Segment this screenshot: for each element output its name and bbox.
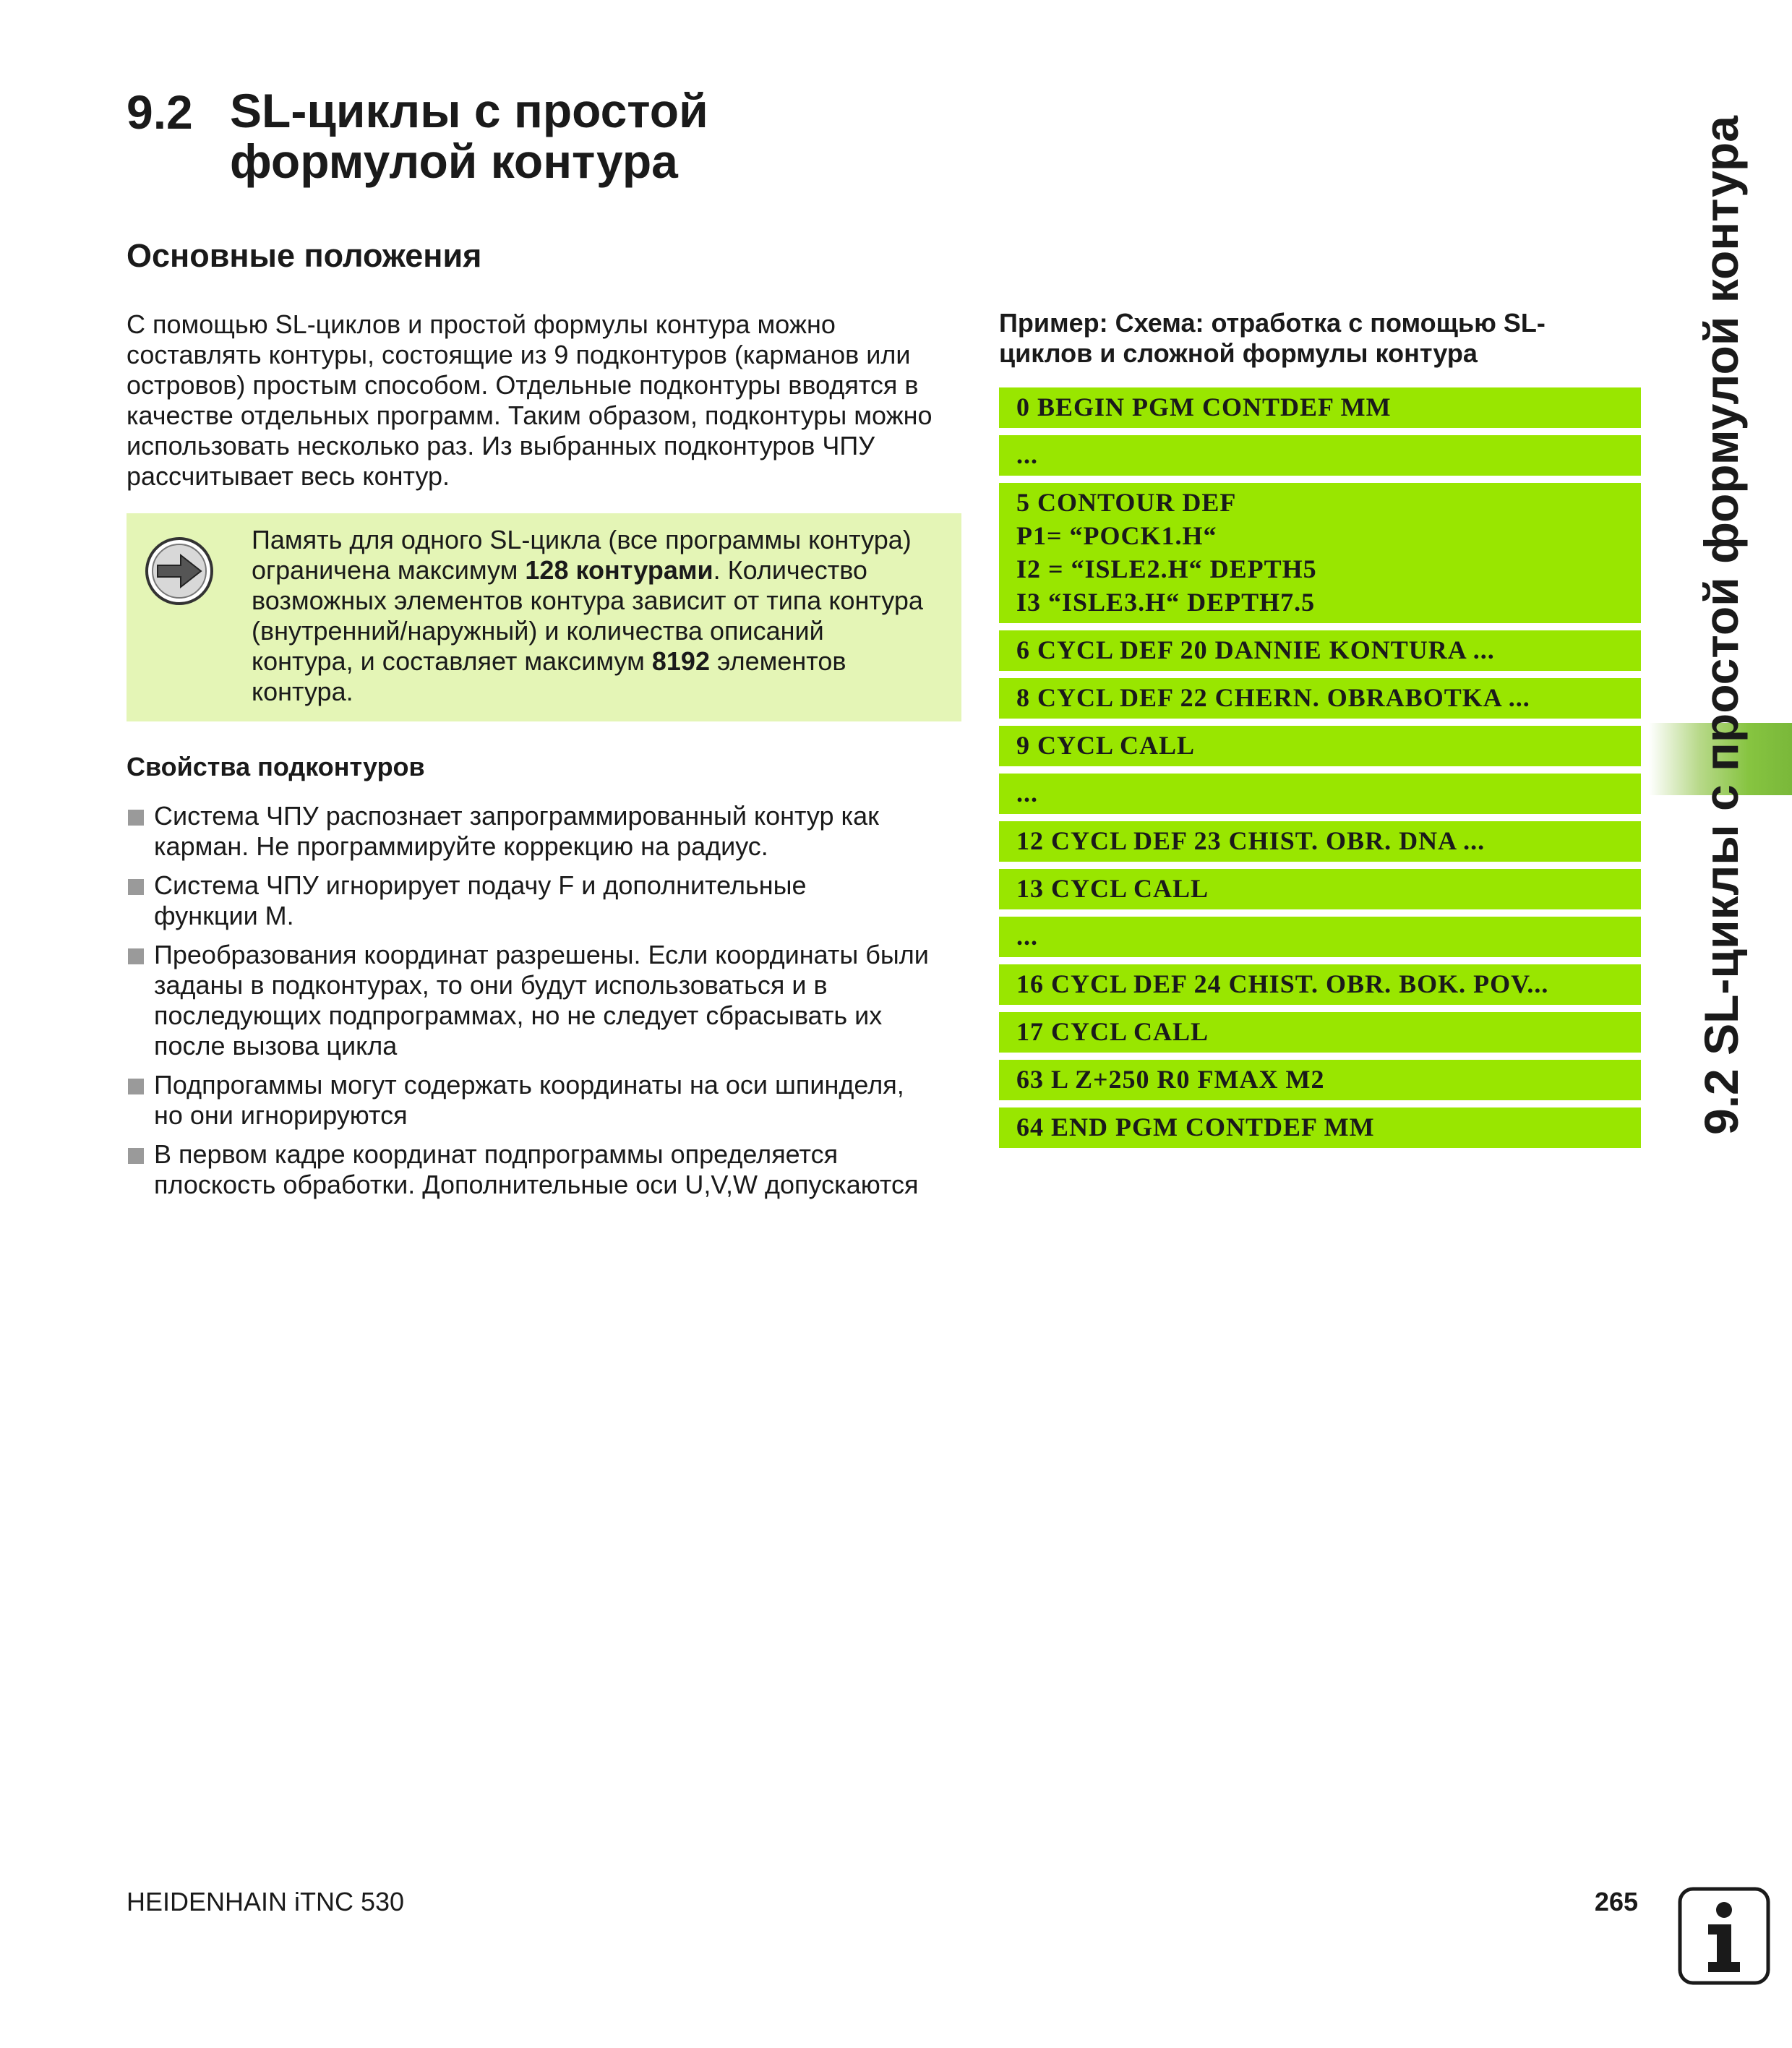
code-line: 64 END PGM CONTDEF MM [1016, 1113, 1375, 1141]
code-line: 0 BEGIN PGM CONTDEF MM [1016, 393, 1392, 421]
property-item [127, 870, 965, 931]
code-line: 8 CYCL DEF 22 CHERN. OBRABOTKA ... [1016, 683, 1530, 712]
bullet-square-icon [128, 1079, 144, 1094]
code-line: 12 CYCL DEF 23 CHIST. OBR. DNA ... [1016, 826, 1486, 855]
paragraph-line: С помощью SL-циклов и простой формулы контура можно [127, 309, 836, 339]
code-row [999, 821, 1641, 862]
code-line: P1= “POCK1.H“ [1016, 521, 1217, 550]
bullet-square-icon [128, 948, 144, 964]
code-line: 9 CYCL CALL [1016, 731, 1196, 760]
note-emphasis: 8192 [651, 646, 710, 676]
code-row [999, 1060, 1641, 1100]
code-line: 13 CYCL CALL [1016, 874, 1209, 903]
note-text-span: контура, и составляет максимум [252, 646, 652, 676]
property-line: Система ЧПУ распознает запрограммированный контур как [154, 801, 879, 831]
code-row [999, 726, 1641, 766]
code-row [999, 1107, 1641, 1148]
bullet-square-icon [128, 879, 144, 895]
note-line: (внутренний/наружный) и количества описаний [252, 616, 824, 646]
paragraph-line: рассчитывает весь контур. [127, 461, 450, 491]
code-line: ... [1016, 440, 1038, 469]
property-line: Система ЧПУ игнорирует подачу F и дополнительные [154, 870, 807, 900]
property-line: после вызова цикла [154, 1031, 398, 1061]
note-text-span: . Количество [713, 555, 867, 585]
code-line: I3 “ISLE3.H“ DEPTH7.5 [1016, 588, 1316, 617]
property-item [127, 940, 965, 1061]
code-line: 17 CYCL CALL [1016, 1017, 1209, 1046]
property-line: последующих подпрограммах, но не следует сбрасывать их [154, 1001, 883, 1030]
side-tab-title: 9.2 SL-циклы с простой формулой контура [1694, 116, 1748, 1135]
note-line [252, 646, 953, 677]
property-item [127, 801, 965, 862]
note-line: возможных элементов контура зависит от типа контура [252, 586, 923, 615]
bullet-square-icon [128, 1148, 144, 1164]
section-number: 9.2 [127, 85, 193, 139]
code-line: ... [1016, 779, 1038, 807]
code-line: I2 = “ISLE2.H“ DEPTH5 [1016, 554, 1317, 583]
paragraph-line: использовать несколько раз. Из выбранных подконтуров ЧПУ [127, 431, 875, 460]
property-line: функции M. [154, 901, 294, 930]
code-row [999, 964, 1641, 1005]
code-row [999, 387, 1641, 428]
page-number: 265 [1594, 1887, 1638, 1916]
code-row [999, 869, 1641, 909]
code-row [999, 774, 1641, 814]
note-line: контура. [252, 677, 353, 706]
intro-paragraph [127, 309, 965, 492]
code-line: 63 L Z+250 R0 FMAX M2 [1016, 1065, 1325, 1094]
code-line: 16 CYCL DEF 24 CHIST. OBR. BOK. POV... [1016, 969, 1549, 998]
example-title-line: Пример: Схема: отработка с помощью SL- [999, 308, 1546, 338]
property-line: Подпрогаммы могут содержать координаты на оси шпинделя, [154, 1070, 904, 1100]
example-title [999, 308, 1621, 369]
property-line: В первом кадре координат подпрограммы определяется [154, 1139, 839, 1169]
code-row [999, 630, 1641, 671]
note-text-span: элементов [709, 646, 846, 676]
paragraph-line: составлять контуры, состоящие из 9 подконтуров (карманов или [127, 340, 911, 369]
code-row [999, 483, 1641, 623]
footer-product: HEIDENHAIN iTNC 530 [127, 1887, 405, 1916]
property-line: но они игнорируются [154, 1100, 408, 1130]
arrow-right-icon [145, 536, 214, 606]
subsection-title: Основные положения [127, 237, 482, 274]
note-emphasis: 128 контурами [525, 555, 713, 585]
properties-title: Свойства подконтуров [127, 752, 425, 781]
properties-list [127, 801, 965, 1209]
note-line [252, 555, 953, 586]
code-line: 6 CYCL DEF 20 DANNIE KONTURA ... [1016, 635, 1495, 664]
bullet-square-icon [128, 810, 144, 826]
property-item [127, 1070, 965, 1131]
title-line-1: SL-циклы с простой [230, 84, 708, 137]
code-line: ... [1016, 922, 1038, 951]
info-icon [1678, 1887, 1770, 1985]
property-line: плоскость обработки. Дополнительные оси U,V,W допускаются [154, 1170, 919, 1199]
note-line: Память для одного SL-цикла (все программы контура) [252, 525, 912, 554]
note-text-span: ограничена максимум [252, 555, 526, 585]
property-line: карман. Не программируйте коррекцию на радиус. [154, 831, 768, 861]
property-item [127, 1139, 965, 1200]
example-title-line: циклов и сложной формулы контура [999, 338, 1478, 368]
code-row [999, 435, 1641, 476]
title-line-2: формулой контура [230, 134, 678, 188]
note-text [252, 525, 953, 707]
code-row [999, 678, 1641, 719]
code-row [999, 1012, 1641, 1053]
paragraph-line: островов) простым способом. Отдельные подконтуры вводятся в [127, 370, 919, 400]
paragraph-line: качестве отдельных программ. Таким образом, подконтуры можно [127, 400, 933, 430]
code-line: 5 CONTOUR DEF [1016, 488, 1237, 517]
property-line: Преобразования координат разрешены. Если координаты были [154, 940, 929, 969]
page-title [230, 85, 880, 187]
property-line: заданы в подконтурах, то они будут использоваться и в [154, 970, 828, 1000]
code-row [999, 917, 1641, 957]
